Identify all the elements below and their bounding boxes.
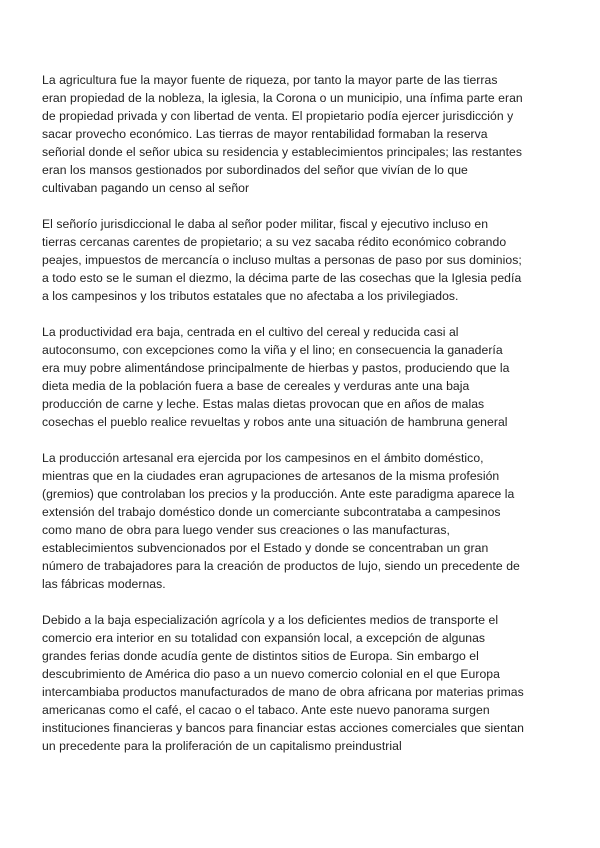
paragraph-productividad: La productividad era baja, centrada en el cultivo del cereal y reducida casi al autoconsumo, con excepciones como la viña y el lino; en consecuencia la ganadería era muy pobre alimentándose principalmente de hierbas y pastos, produciendo que la dieta media de la población fuera a base de cereales y verduras ante una baja producción de carne y leche. Estas malas dietas provocan que en años de malas cosechas el pueblo realice revueltas y robos ante una situación de hambruna general — [42, 325, 510, 429]
paragraph-produccion-artesanal: La producción artesanal era ejercida por los campesinos en el ámbito doméstico, mientras que en la ciudades eran agrupaciones de artesanos de la misma profesión (gremios) que controlaban los precios y la producción. Ante este paradigma aparece la extensión del trabajo doméstico donde un comerciante subcontrataba a campesinos como mano de obra para luego vender sus creaciones o las manufacturas, establecimientos subvencionados por el Estado y donde se concentraban un gran número de trabajadores para la creación de productos de lujo, siendo un precedente de las fábricas modernas. — [42, 451, 520, 591]
paragraph-agricultura: La agricultura fue la mayor fuente de riqueza, por tanto la mayor parte de las tierras eran propiedad de la nobleza, la iglesia, la Corona o un municipio, una ínfima parte eran de propiedad privada y con libertad de venta. El propietario podía ejercer jurisdicción y sacar provecho económico. Las tierras de mayor rentabilidad formaban la reserva señorial donde el señor ubica su residencia y establecimientos principales; las restantes eran los mansos gestionados por subordinados del señor que vivían de lo que cultivaban pagando un censo al señor — [42, 73, 523, 195]
document-page — [42, 71, 562, 773]
paragraph-comercio: Debido a la baja especialización agrícola y a los deficientes medios de transporte el comercio era interior en su totalidad con expansión local, a excepción de algunas grandes ferias donde acudía gente de distintos sitios de Europa. Sin embargo el descubrimiento de América dio paso a un nuevo comercio colonial en el que Europa intercambiaba productos manufacturados de mano de obra africana por materias primas americanas como el café, el cacao o el tabaco. Ante este nuevo panorama surgen instituciones financieras y bancos para financiar estas acciones comerciales que sientan un precedente para la proliferación de un capitalismo preindustrial — [42, 613, 525, 753]
paragraph-senorio-jurisdiccional: El señorío jurisdiccional le daba al señor poder militar, fiscal y ejecutivo incluso en tierras cercanas carentes de propietario; a su vez sacaba rédito económico cobrando peajes, impuestos de mercancía o incluso multas a personas de paso por sus dominios; a todo esto se le suman el diezmo, la décima parte de las cosechas que la Iglesia pedía a los campesinos y los tributos estatales que no afectaba a los privilegiados. — [42, 217, 522, 303]
